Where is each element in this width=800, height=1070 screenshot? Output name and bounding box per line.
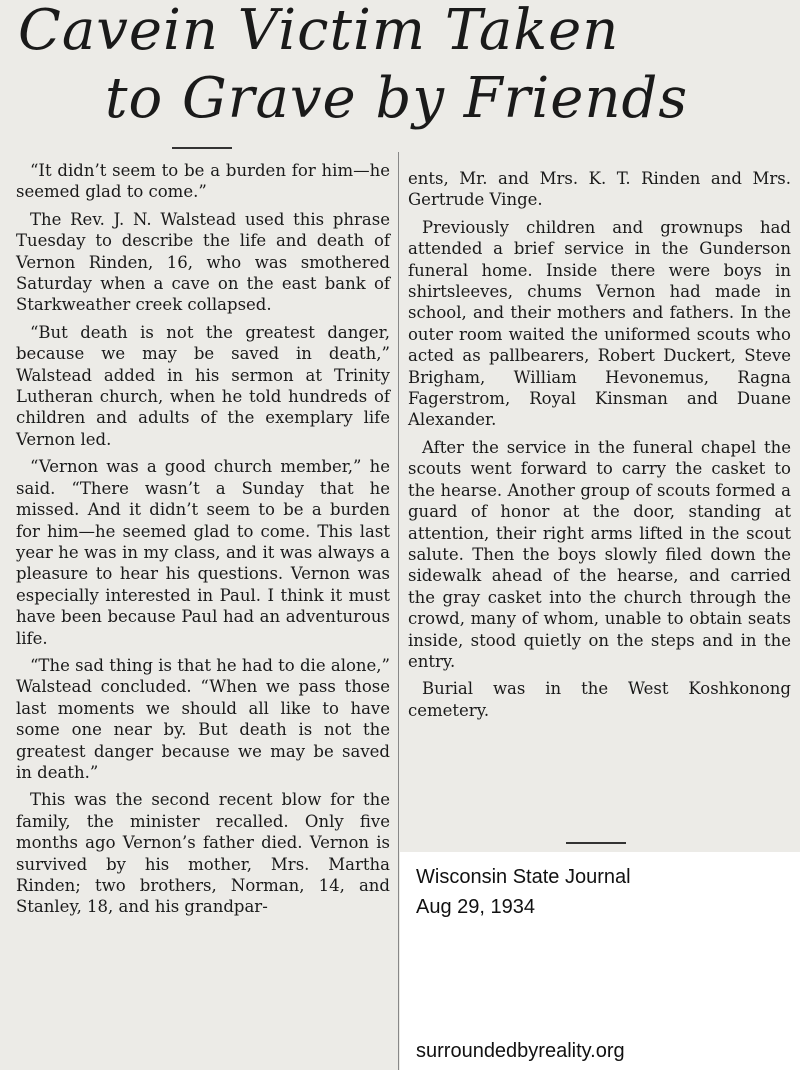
paragraph: Previously children and grownups had attended a brief service in the Gunderson funeral home. Inside there were boys in shirtsleeves, chums Vernon had made in school, and their mothers and fathers. In the outer room waited the uniformed scouts who acted as pallbearers, Robert Duckert, Steve Brigham, William Hevonemus, Ragna Fagerstrom, Royal Kinsman and Duane Alexander. [408,217,791,430]
paragraph: “Vernon was a good church member,” he said. “There wasn’t a Sunday that he missed. And it didn’t seem to be a burden for him—he seemed glad to come. This last year he was in my class, and it was always a pleasure to hear his questions. Vernon was especially interested in Paul. I think it must have been because Paul had an adventurous life. [16,457,390,648]
column-divider [398,152,399,1070]
paragraph: This was the second recent blow for the family, the minister recalled. Only five months ago Vernon’s father died. Vernon is survived by his mother, Mrs. Martha Rinden; two brothers, Norman, 14, and Stanley, 18, and his grandpar- [16,790,390,917]
article-column-right [408,168,791,727]
paragraph: ents, Mr. and Mrs. K. T. Rinden and Mrs. Gertrude Vinge. [408,169,791,210]
credit-publication: Wisconsin State Journal [416,866,631,888]
headline-rule [172,147,232,149]
end-rule [566,842,626,844]
credit-website: surroundedbyreality.org [416,1040,625,1062]
paragraph: The Rev. J. N. Walstead used this phrase Tuesday to describe the life and death of Vernon Rinden, 16, who was smothered Saturday when a cave on the east bank of Starkweather creek collapsed. [16,209,390,315]
headline-line-2: to Grave by Friends [105,66,689,131]
paragraph: “But death is not the greatest danger, because we may be saved in death,” Walstead added in his sermon at Trinity Lutheran church, when he told hundreds of children and adults of the exemplary life Vernon led. [16,322,390,449]
headline-line-1: Cavein Victim Taken [18,0,620,63]
paragraph: After the service in the funeral chapel the scouts went forward to carry the casket to the hearse. Another group of scouts formed a guard of honor at the door, standing at attention, their right arms lifted in the scout salute. Then the boys slowly filed down the sidewalk ahead of the hearse, and carried the gray casket into the church through the crowd, many of whom, unable to obtain seats inside, stood quietly on the steps and in the entry. [408,437,791,671]
paragraph: “The sad thing is that he had to die alone,” Walstead concluded. “When we pass those last moments we should all like to have some one near by. But death is not the greatest danger because we may be saved in death.” [16,655,390,782]
headline [0,0,800,140]
credit-date: Aug 29, 1934 [416,896,535,918]
paragraph: Burial was in the West Koshkonong cemetery. [408,679,791,720]
article-column-left [16,160,390,924]
paragraph: “It didn’t seem to be a burden for him—he seemed glad to come.” [16,161,390,202]
